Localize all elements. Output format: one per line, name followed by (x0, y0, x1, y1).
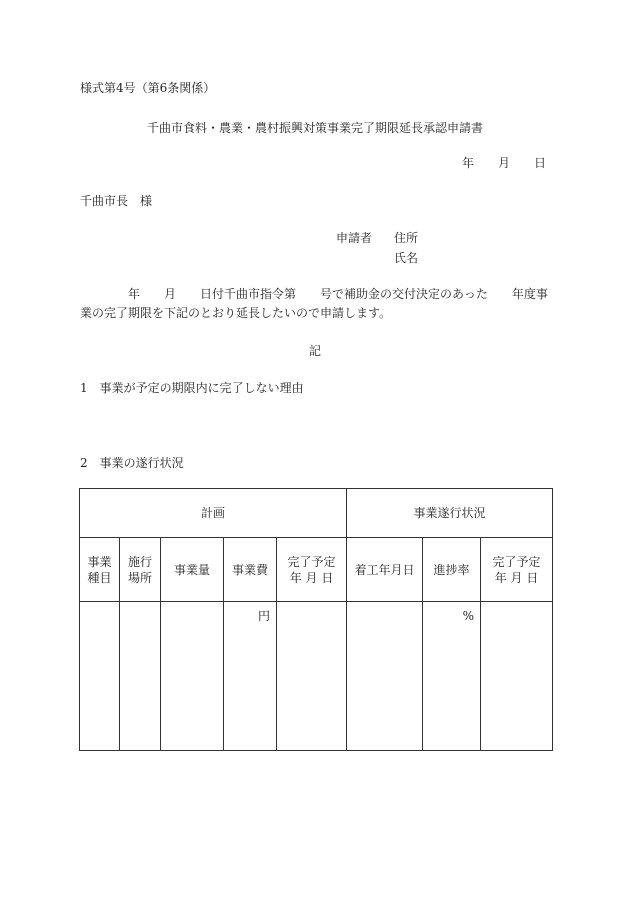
cell-jigyo-hi (224, 602, 277, 751)
body-text-line-2: 業の完了期限を下記のとおり延長したいので申請します。 (80, 306, 392, 320)
header-shiko-basho-line2: 場所 (127, 570, 152, 585)
date-year-label: 年 (462, 156, 475, 170)
cell-shinchoku (423, 602, 481, 751)
date-line (462, 155, 546, 171)
header-kanryo-yotei (277, 538, 347, 602)
cell-jigyo-shumoku (80, 602, 120, 751)
applicant-label: 申請者 (336, 231, 373, 245)
body-text-line-1: 年 月 日付千曲市指令第 号で補助金の交付決定のあった 年度事 (80, 287, 548, 301)
header-kanryo-yotei-2-line1: 完了予定 (492, 554, 541, 569)
header-shiko-basho-line1: 施行 (127, 554, 152, 569)
cell-kanryo-yotei (277, 602, 347, 751)
header-jigyo-shumoku-line1: 事業 (87, 554, 112, 569)
header-kanryo-yotei-line2: 年 月 日 (289, 570, 334, 585)
header-chakko: 着工年月日 (347, 538, 423, 602)
section-2-heading: 2 事業の遂行状況 (80, 456, 184, 470)
header-jigyo-shumoku (80, 538, 120, 602)
cell-jigyo-ryo (161, 602, 224, 751)
date-day-label: 日 (534, 156, 547, 170)
header-shinchoku: 進捗率 (423, 538, 481, 602)
cell-chakko (347, 602, 423, 751)
cell-shiko-basho (120, 602, 161, 751)
addressee: 千曲市長 様 (80, 194, 153, 208)
header-jigyo-shumoku-line2: 種目 (87, 570, 112, 585)
ki-heading: 記 (308, 344, 321, 358)
form-number: 様式第4号（第6条関係） (80, 81, 216, 95)
address-label: 住所 (394, 231, 419, 245)
header-shiko-basho (120, 538, 161, 602)
status-group-header: 事業遂行状況 (347, 489, 553, 538)
header-jigyo-ryo: 事業量 (161, 538, 224, 602)
header-kanryo-yotei-2 (481, 538, 553, 602)
document-title: 千曲市食料・農業・農村振興対策事業完了期限延長承認申請書 (146, 121, 483, 135)
header-kanryo-yotei-2-line2: 年 月 日 (494, 570, 539, 585)
plan-group-header: 計画 (80, 489, 347, 538)
header-jigyo-hi: 事業費 (224, 538, 277, 602)
header-kanryo-yotei-line1: 完了予定 (287, 554, 336, 569)
date-month-label: 月 (498, 156, 511, 170)
progress-table (79, 488, 553, 751)
cell-kanryo-yotei-2 (481, 602, 553, 751)
name-label: 氏名 (394, 251, 419, 265)
yen-unit: 円 (257, 609, 270, 623)
percent-unit: % (462, 609, 475, 623)
section-1-heading: 1 事業が予定の期限内に完了しない理由 (80, 381, 304, 395)
